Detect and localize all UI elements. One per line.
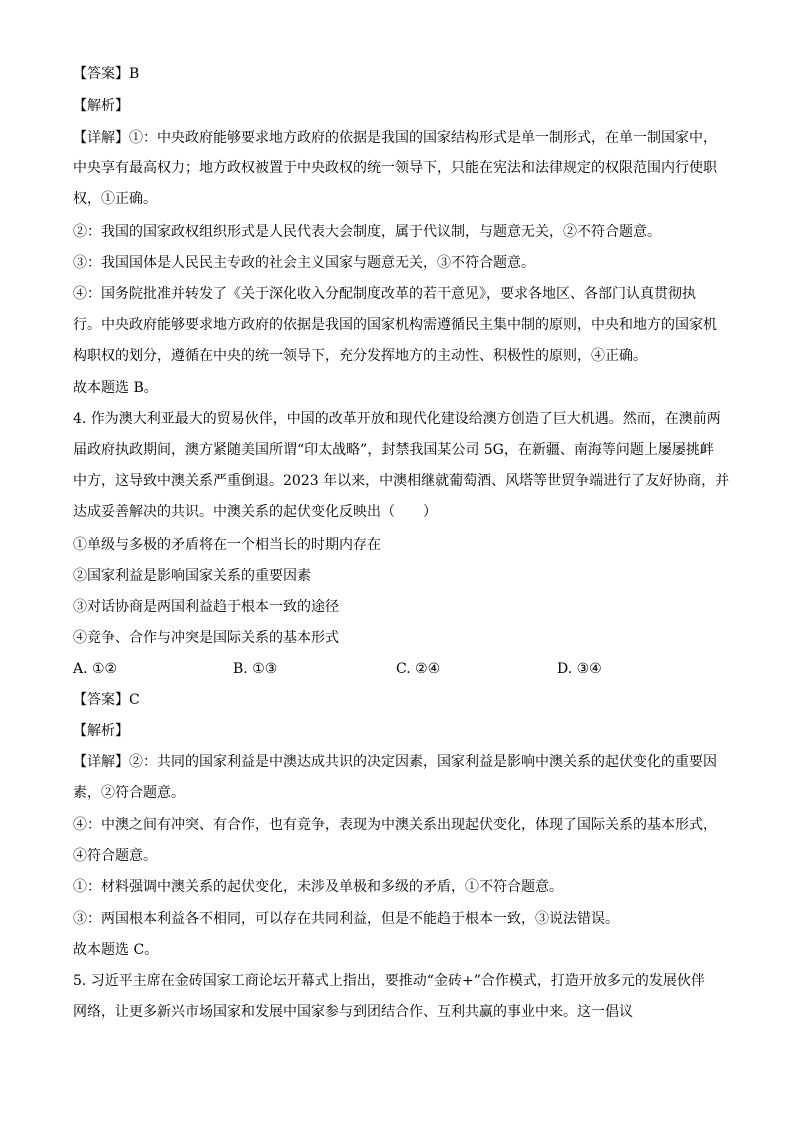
q4-statement: ①单级与多极的矛盾将在一个相当长的时期内存在 xyxy=(73,537,381,553)
q4-stem-line: 4. 作为澳大利亚最大的贸易伙伴，中国的改革开放和现代化建设给澳方创造了巨大机遇。然而，在澳前两 xyxy=(73,411,721,427)
q4-analysis-heading: 【解析】 xyxy=(73,723,129,739)
q3-explanation-line: 【详解】①：中央政府能够要求地方政府的依据是我国的国家结构形式是单一制形式，在单一制国家中， xyxy=(73,130,717,146)
q3-analysis-heading: 【解析】 xyxy=(73,98,129,114)
q4-statement: ④竞争、合作与冲突是国际关系的基本形式 xyxy=(73,630,339,646)
q4-explanation-line: ①：材料强调中澳关系的起伏变化，未涉及单极和多级的矛盾，①不符合题意。 xyxy=(73,879,563,895)
q4-stem-line: 届政府执政期间，澳方紧随美国所谓“印太战略”，封禁我国某公司 5G，在新疆、南海等问题上屡屡挑衅 xyxy=(73,442,714,458)
q5-stem-line: 网络，让更多新兴市场国家和发展中国家参与到团结合作、互利共赢的事业中来。这一倡议 xyxy=(73,1004,633,1020)
q3-explanation-line: 行。中央政府能够要求地方政府的依据是我国的国家机构需遵循民主集中制的原则，中央和地方的国家机 xyxy=(73,317,717,333)
q3-explanation-line: 构职权的划分，遵循在中央的统一领导下，充分发挥地方的主动性、积极性的原则，④正确。 xyxy=(73,348,647,364)
q4-statement: ②国家利益是影响国家关系的重要因素 xyxy=(73,568,311,584)
q3-explanation-line: ②：我国的国家政权组织形式是人民代表大会制度，属于代议制，与题意无关，②不符合题意。 xyxy=(73,224,661,240)
q4-stem-line: 中方，这导致中澳关系严重倒退。2023 年以来，中澳相继就葡萄酒、风塔等世贸争端进行了友好协商，并 xyxy=(73,473,730,489)
q4-explanation-line: ④符合题意。 xyxy=(73,848,157,864)
q4-option-a: A. ①② xyxy=(73,661,118,677)
q3-explanation-line: 权，①正确。 xyxy=(73,191,157,207)
q4-option-c: C. ②④ xyxy=(396,661,441,677)
q3-answer: 【答案】B xyxy=(73,66,140,82)
q4-stem-line: 达成妥善解决的共识。中澳关系的起伏变化反映出（ ） xyxy=(73,504,437,520)
q4-conclusion: 故本题选 C。 xyxy=(73,942,159,958)
q3-explanation-line: 中央享有最高权力；地方政权被置于中央政权的统一领导下，只能在宪法和法律规定的权限范围内行使职 xyxy=(73,160,717,176)
q4-explanation-line: 【详解】②：共同的国家利益是中澳达成共识的决定因素，国家利益是影响中澳关系的起伏变化的重要因 xyxy=(73,754,717,770)
q4-explanation-line: ③：两国根本利益各不相同，可以存在共同利益，但是不能趋于根本一致，③说法错误。 xyxy=(73,911,619,927)
q3-conclusion: 故本题选 B。 xyxy=(73,380,158,396)
q3-explanation-line: ③：我国国体是人民民主专政的社会主义国家与题意无关，③不符合题意。 xyxy=(73,255,535,271)
q4-answer: 【答案】C xyxy=(73,692,140,708)
q3-explanation-line: ④：国务院批准并转发了《关于深化收入分配制度改革的若干意见》，要求各地区、各部门认真贯彻执 xyxy=(73,286,696,302)
q5-stem-line: 5. 习近平主席在金砖国家工商论坛开幕式上指出，要推动“金砖+”合作模式，打造开放多元的发展伙伴 xyxy=(73,973,705,989)
q4-explanation-line: 素，②符合题意。 xyxy=(73,785,185,801)
q4-option-b: B. ①③ xyxy=(233,661,278,677)
q4-option-d: D. ③④ xyxy=(557,661,602,677)
q4-statement: ③对话协商是两国利益趋于根本一致的途径 xyxy=(73,599,339,615)
q4-explanation-line: ④：中澳之间有冲突、有合作，也有竞争，表现为中澳关系出现起伏变化，体现了国际关系的基本形式， xyxy=(73,817,717,833)
